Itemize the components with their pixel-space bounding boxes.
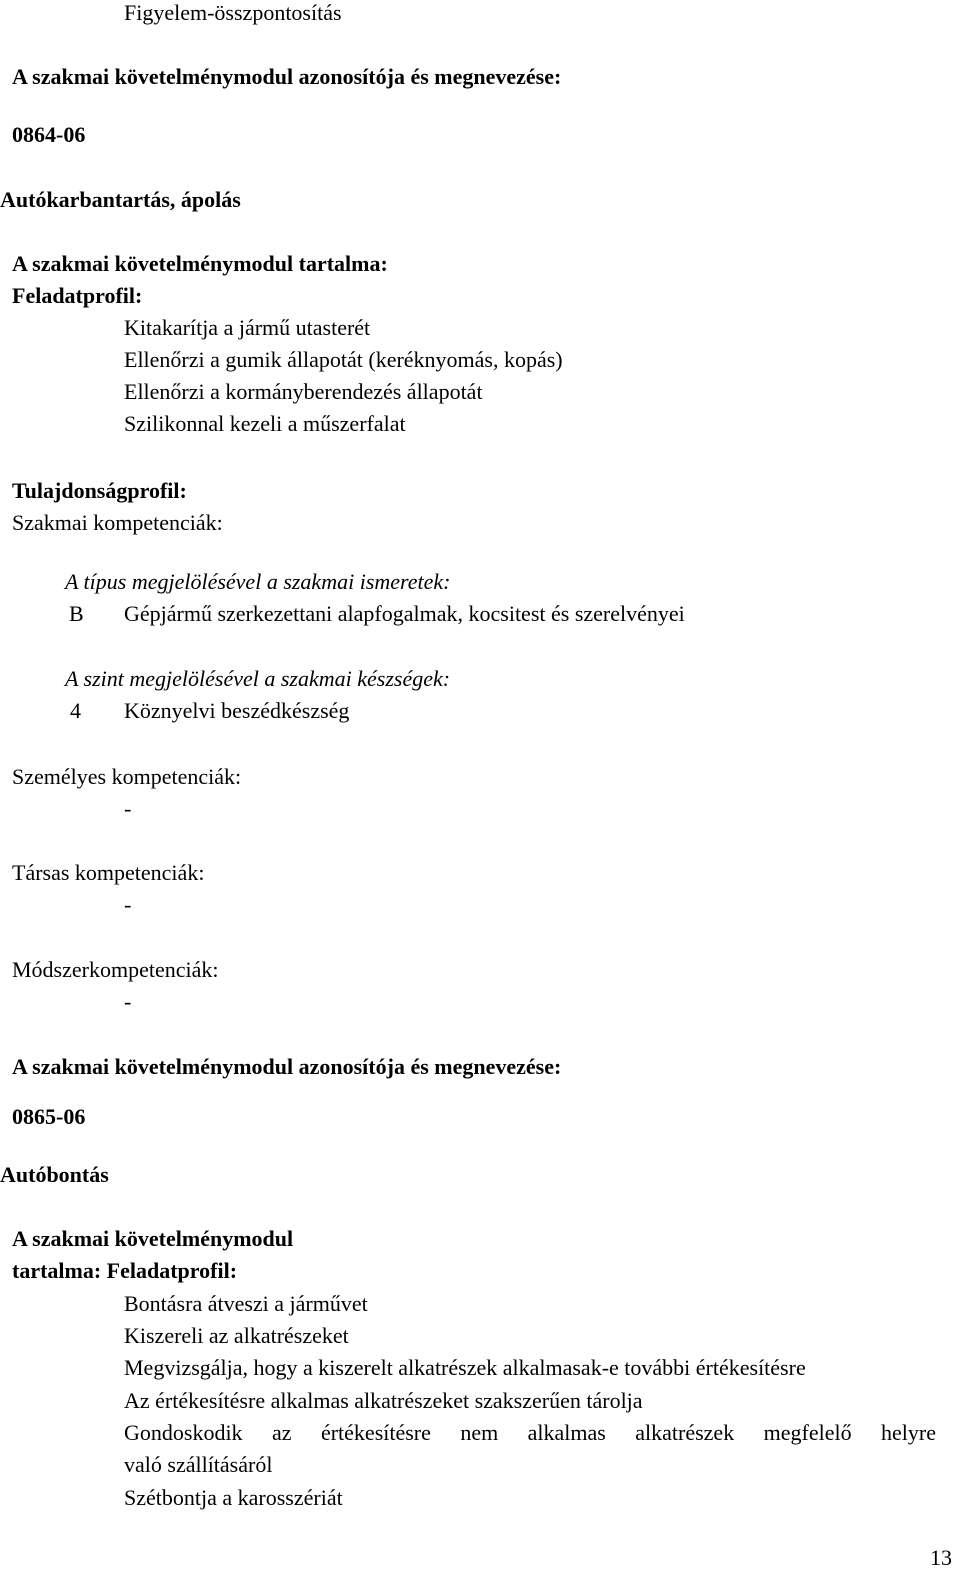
module1-knowledge-heading: A típus megjelölésével a szakmai ismeretek: (65, 569, 451, 594)
module1-knowledge-type: B (69, 601, 84, 626)
module1-skill-text: Köznyelvi beszédkészség (124, 698, 350, 723)
module1-social-competencies-label: Társas kompetenciák: (12, 860, 205, 885)
module1-personal-competencies-value: - (124, 796, 132, 821)
module1-skill-level: 4 (70, 698, 81, 723)
module2-task-item: Szétbontja a karosszériát (124, 1485, 343, 1510)
module2-task-item: Kiszereli az alkatrészeket (124, 1323, 349, 1348)
module1-personal-competencies-label: Személyes kompetenciák: (12, 764, 242, 789)
module1-id: 0864-06 (12, 122, 86, 147)
module1-skills-heading: A szint megjelölésével a szakmai készségek: (65, 666, 451, 691)
module2-task-item-cont: való szállításáról (124, 1452, 273, 1477)
module1-social-competencies-value: - (124, 892, 132, 917)
top-text: Figyelem-összpontosítás (124, 0, 342, 25)
module1-task-profile-heading: Feladatprofil: (12, 283, 143, 308)
module1-task-item: Ellenőrzi a kormányberendezés állapotát (124, 379, 483, 404)
module1-knowledge-text: Gépjármű szerkezettani alapfogalmak, kocsitest és szerelvényei (124, 601, 685, 626)
module2-task-item: Bontásra átveszi a járművet (124, 1291, 368, 1316)
module2-id-heading: A szakmai követelménymodul azonosítója és megnevezése: (12, 1054, 562, 1079)
module1-professional-competencies-label: Szakmai kompetenciák: (12, 510, 223, 535)
module2-content-heading: A szakmai követelménymodul (12, 1226, 294, 1251)
module1-content-heading: A szakmai követelménymodul tartalma: (12, 251, 388, 276)
module2-id: 0865-06 (12, 1104, 86, 1129)
module1-task-item: Ellenőrzi a gumik állapotát (keréknyomás, kopás) (124, 347, 563, 372)
module2-content-heading-cont: tartalma: Feladatprofil: (12, 1258, 238, 1283)
module2-task-item: Az értékesítésre alkalmas alkatrészeket szakszerűen tárolja (124, 1388, 643, 1413)
module2-name: Autóbontás (0, 1162, 109, 1187)
module2-task-item: Gondoskodik az értékesítésre nem alkalmas alkatrészek megfelelő helyre (124, 1420, 936, 1445)
module1-task-item: Szilikonnal kezeli a műszerfalat (124, 411, 406, 436)
module2-task-item: Megvizsgálja, hogy a kiszerelt alkatrészek alkalmasak-e további értékesítésre (124, 1355, 806, 1380)
module1-method-competencies-label: Módszerkompetenciák: (12, 957, 219, 982)
module1-id-heading: A szakmai követelménymodul azonosítója és megnevezése: (12, 64, 562, 89)
module1-task-item: Kitakarítja a jármű utasterét (124, 315, 371, 340)
module1-name: Autókarbantartás, ápolás (0, 187, 241, 212)
module1-method-competencies-value: - (124, 989, 132, 1014)
module1-property-profile-heading: Tulajdonságprofil: (12, 478, 187, 503)
page-number: 13 (930, 1545, 952, 1570)
